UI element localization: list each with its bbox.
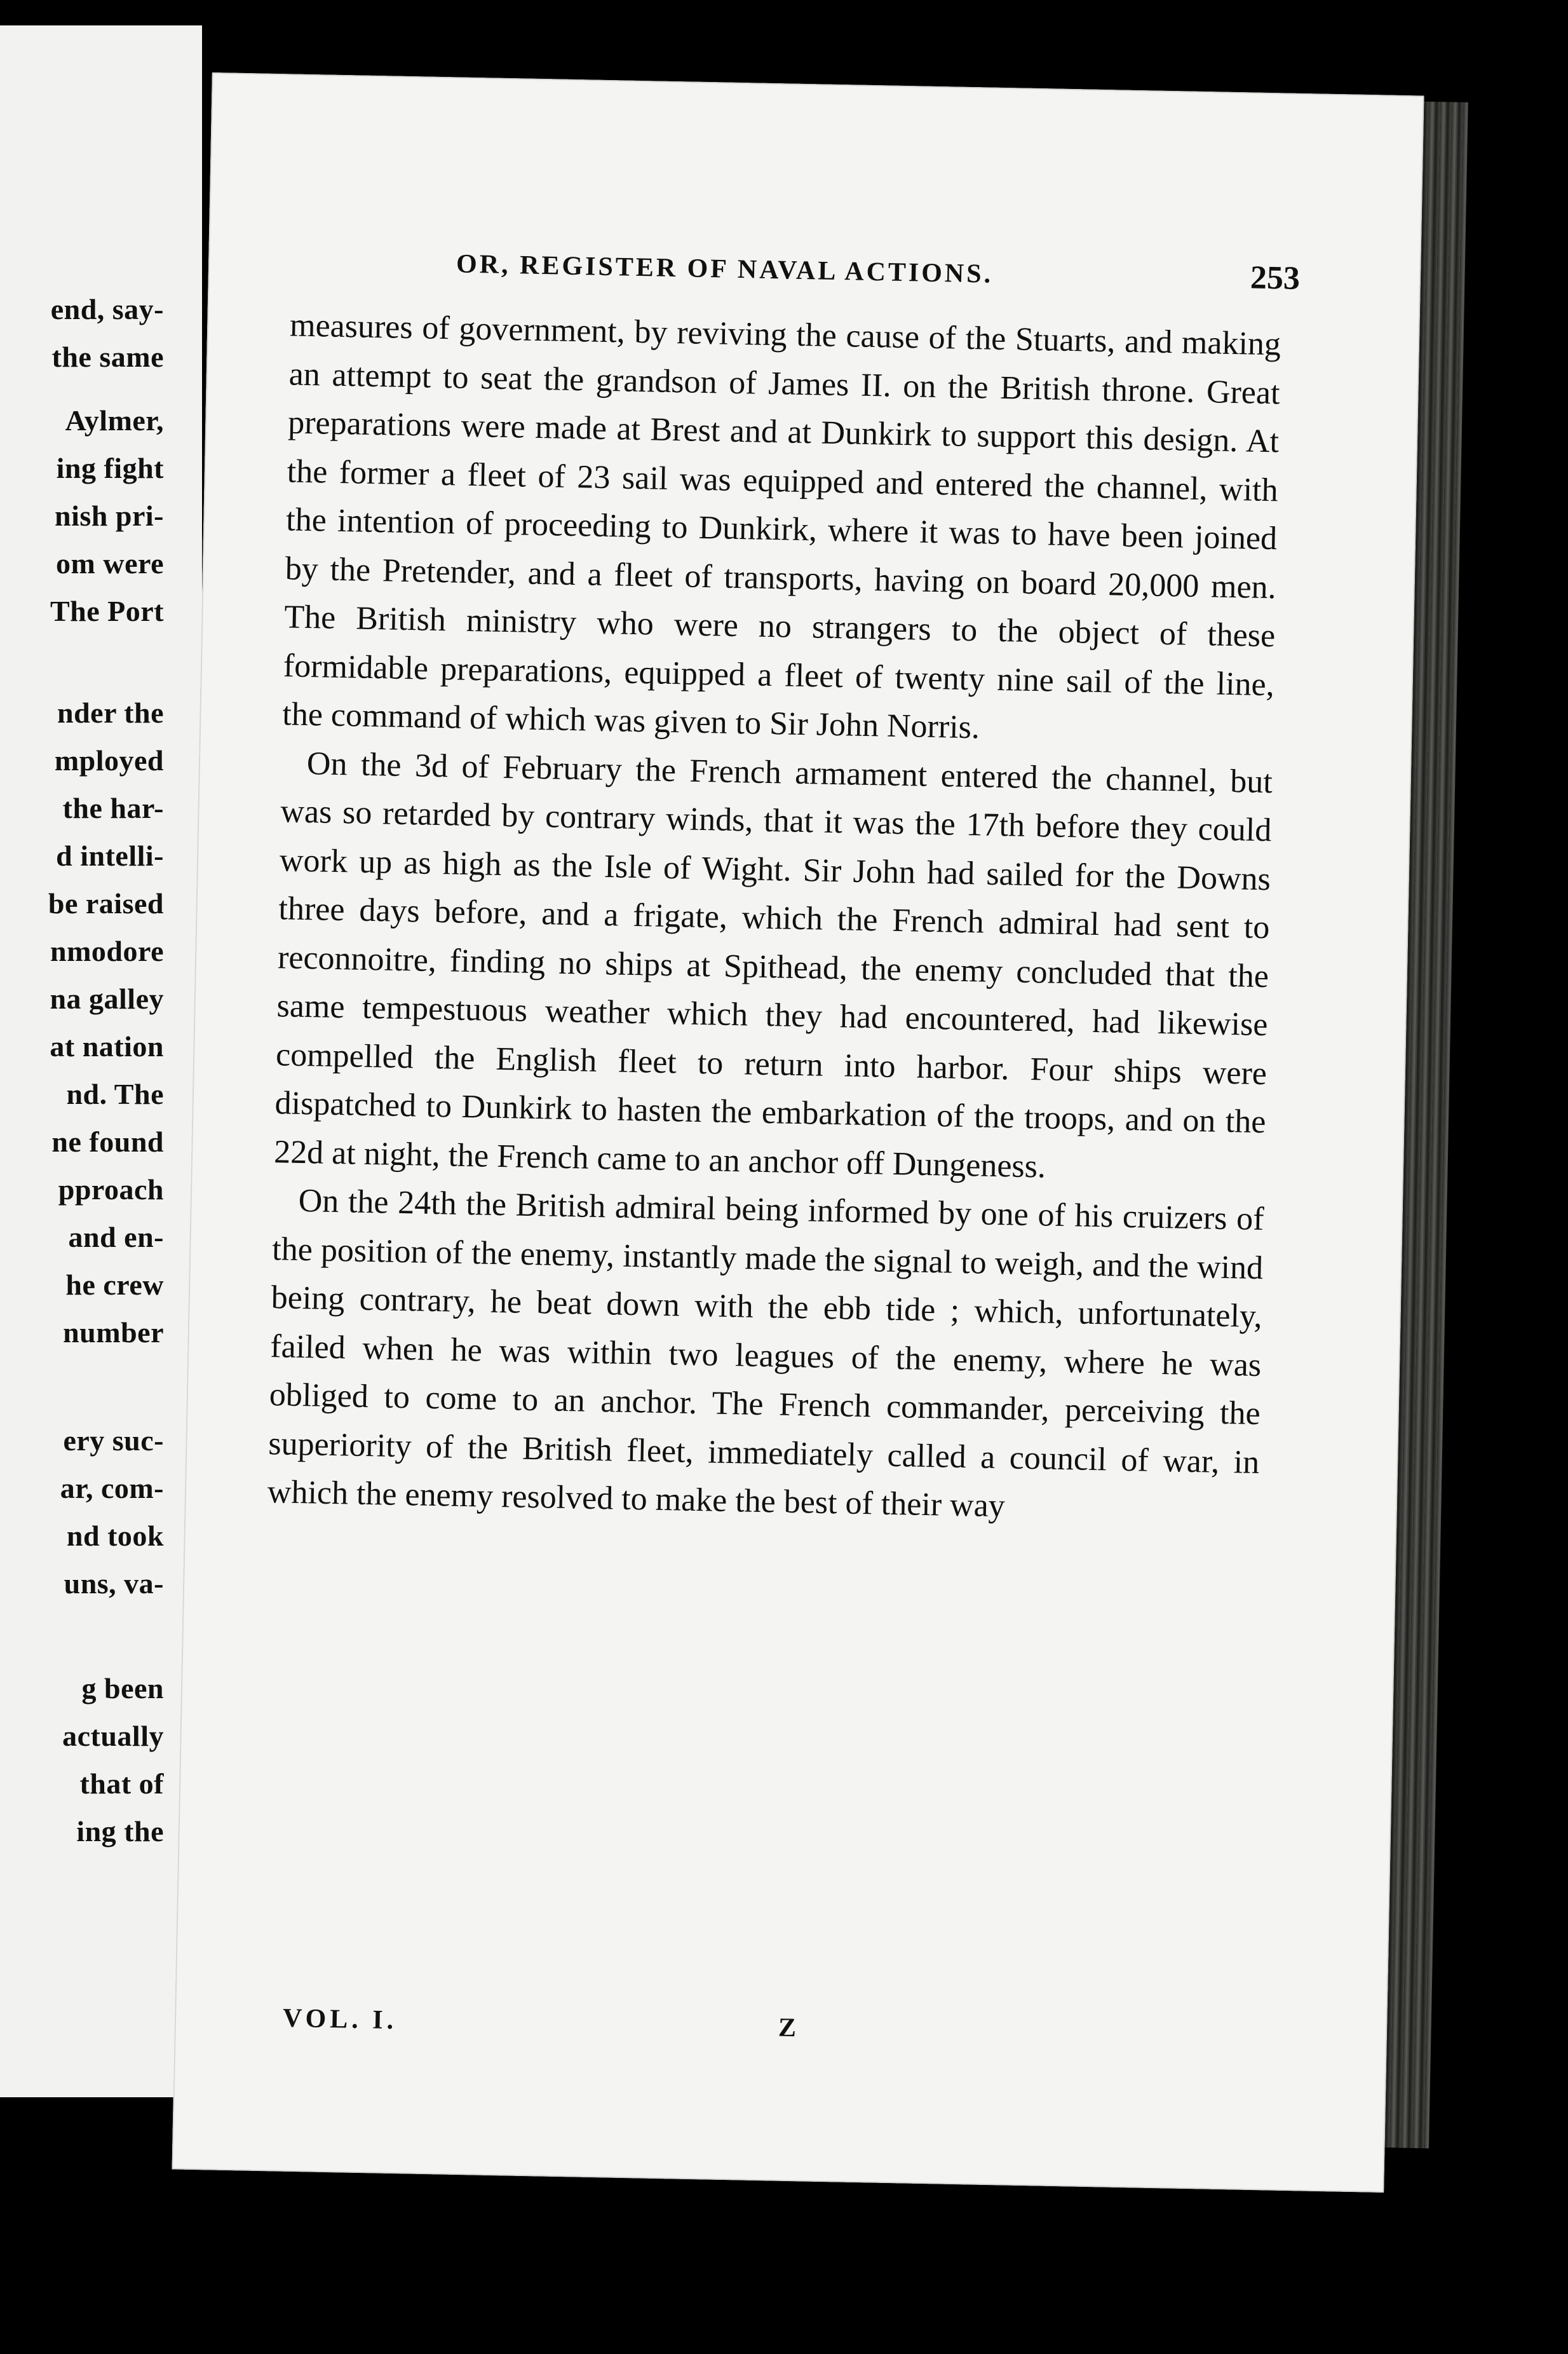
facing-page-left	[0, 25, 202, 2097]
facing-page-line: the same	[51, 341, 164, 373]
facing-page-line: ing the	[76, 1815, 164, 1847]
facing-page-line: actually	[62, 1720, 164, 1752]
facing-page-line: uns, va-	[64, 1567, 164, 1600]
facing-page-line: om were	[56, 547, 164, 580]
facing-page-line: ing fight	[56, 452, 164, 484]
running-head: OR, REGISTER OF NAVAL ACTIONS.	[456, 249, 994, 289]
book-page	[172, 72, 1424, 2193]
facing-page-line: na galley	[50, 983, 164, 1015]
facing-page-line: be raised	[48, 887, 164, 920]
facing-page-line: ar, com-	[60, 1472, 164, 1504]
facing-page-line: nish pri-	[55, 500, 164, 532]
facing-page-line: mployed	[54, 744, 164, 777]
facing-page-line: he crew	[65, 1269, 164, 1301]
facing-page-line: end, say-	[50, 293, 164, 325]
facing-page-line: number	[63, 1316, 164, 1349]
facing-page-line: ne found	[51, 1126, 164, 1158]
facing-page-line: nmodore	[50, 935, 164, 967]
facing-page-line: pproach	[58, 1173, 164, 1206]
facing-page-line: at nation	[50, 1030, 164, 1063]
signature-mark: Z	[778, 2013, 797, 2043]
facing-page-line: g been	[81, 1672, 164, 1704]
facing-page-line: nd took	[66, 1520, 164, 1552]
facing-page-line: the har-	[62, 792, 164, 824]
page-number: 253	[1250, 259, 1301, 297]
facing-page-line: d intelli-	[56, 840, 164, 872]
facing-page-line: nder the	[57, 697, 164, 729]
paragraph-1: measures of government, by reviving the cause of the Stuarts, and making an attempt to seat the grandson of James II. on the British throne. Great preparations were made at Brest and at Dunkirk to support this design. At the former a fleet of 23 sail was equipped and entered the channel, with the intention of proceeding to Dunkirk, where it was to have been joined by the Pretender, and a fleet of transports, having on board 20,000 men. The British ministry who were no strangers to the object of these formidable preparations, equipped a fleet of twenty nine sail of the line, the command of which was given to Sir John Norris.	[281, 307, 1281, 746]
facing-page-line: The Port	[50, 595, 164, 627]
facing-page-line: and en-	[68, 1221, 164, 1253]
paragraph-3: On the 24th the British admiral being informed by one of his cruizers of the position of the enemy, instantly made the signal to weigh, and the wind being contrary, he beat down with the ebb tide ; which, unfortunately, failed when he was within two leagues of the enemy, where he was obliged to come to an anchor. The French commander, perceiving the superiority of the British fleet, immediately called a council of war, in which the enemy resolved to make the best of their way	[267, 1182, 1265, 1525]
facing-page-line: Aylmer,	[65, 404, 164, 437]
paragraph-2: On the 3d of February the French armament entered the channel, but was so retarded by contrary winds, that it was the 17th before they could work up as high as the Isle of Wight. Sir John had sailed for the Downs three days before, and a frigate, which the French admiral had sent to reconnoitre, finding no ships at Spithead, the enemy concluded that the same tempestuous weather which they had encountered, had likewise compelled the English fleet to return into harbor. Four ships were dispatched to Dunkirk to hasten the embarkation of the troops, and on the 22d at night, the French came to an anchor off Dungeness.	[273, 745, 1273, 1185]
volume-label: VOL. I.	[282, 2003, 398, 2036]
facing-page-line: nd. The	[66, 1078, 164, 1110]
facing-page-line: that of	[79, 1767, 164, 1800]
page-footer	[282, 2003, 1173, 2043]
body-text	[267, 301, 1281, 1535]
facing-page-line: ery suc-	[63, 1424, 164, 1457]
